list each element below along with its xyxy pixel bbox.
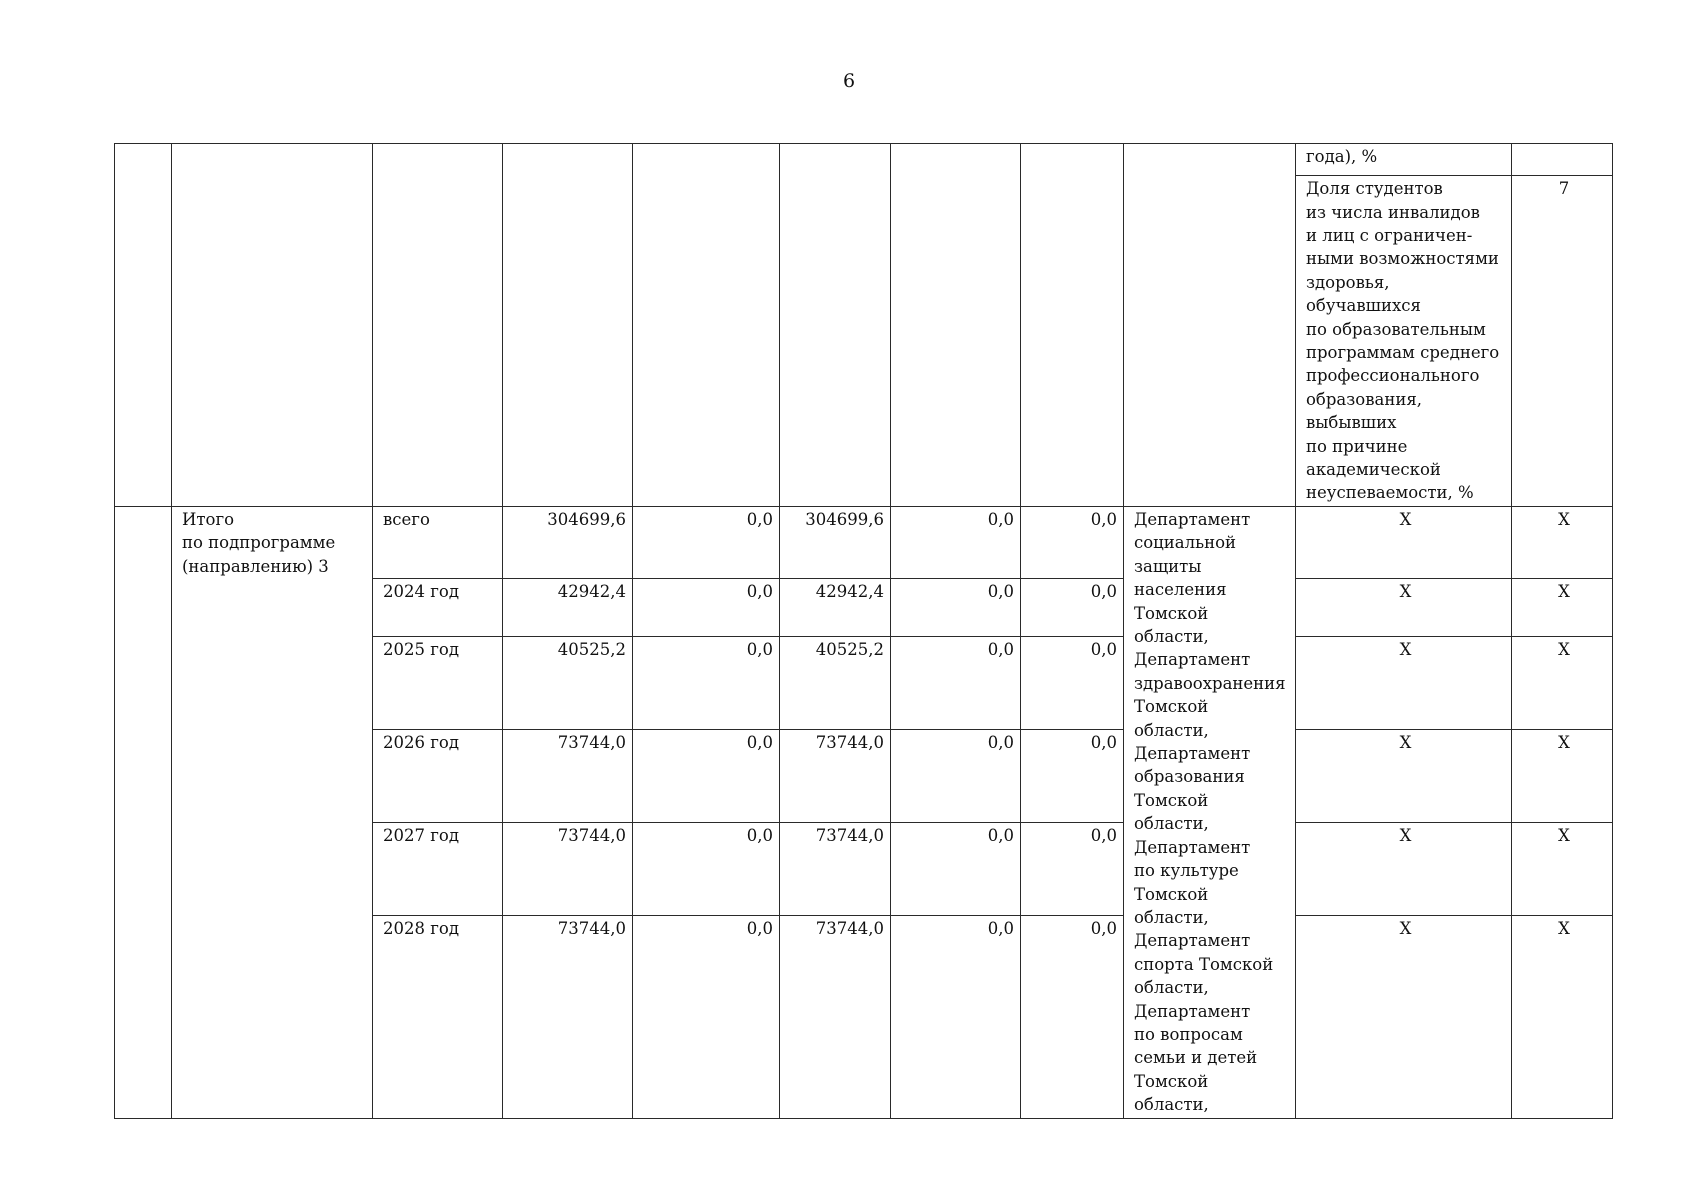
local-amount: 0,0	[891, 507, 1021, 579]
cell-empty	[633, 144, 780, 507]
other-amount: 0,0	[1021, 637, 1124, 730]
total-amount: 73744,0	[503, 823, 633, 916]
indicator-line: года), %	[1306, 147, 1378, 166]
value-mark: X	[1512, 823, 1613, 916]
federal-amount: 0,0	[633, 916, 780, 1119]
executor-line: Департамент	[1134, 650, 1251, 670]
period-label: 2024 год	[373, 579, 503, 637]
continuation-row	[115, 144, 1613, 176]
executor-line: по культуре	[1134, 861, 1239, 881]
other-amount: 0,0	[1021, 916, 1124, 1119]
regional-amount: 42942,4	[780, 579, 891, 637]
value-mark: X	[1512, 916, 1613, 1119]
subtotal-title-cell	[172, 507, 373, 1119]
subtotal-title	[182, 508, 366, 578]
executors-cell	[1124, 507, 1296, 1119]
total-amount: 40525,2	[503, 637, 633, 730]
executor-line: здравоохранения	[1134, 673, 1286, 693]
local-amount: 0,0	[891, 637, 1021, 730]
other-amount: 0,0	[1021, 507, 1124, 579]
other-amount: 0,0	[1021, 730, 1124, 823]
indicator-line: здоровья,	[1306, 272, 1390, 292]
regional-amount: 73744,0	[780, 916, 891, 1119]
period-label: 2027 год	[373, 823, 503, 916]
federal-amount: 0,0	[633, 579, 780, 637]
regional-amount: 73744,0	[780, 730, 891, 823]
regional-amount: 304699,6	[780, 507, 891, 579]
other-amount: 0,0	[1021, 579, 1124, 637]
executor-line: Томской	[1134, 790, 1209, 810]
cell-empty	[891, 144, 1021, 507]
executor-line: Департамент	[1134, 510, 1251, 529]
executor-line: области,	[1134, 978, 1209, 998]
total-amount: 73744,0	[503, 916, 633, 1119]
indicator-line: профессионального	[1306, 366, 1480, 386]
cell-empty	[115, 507, 172, 1119]
executor-line: области,	[1134, 720, 1209, 740]
local-amount: 0,0	[891, 579, 1021, 637]
executor-line: Департамент	[1134, 744, 1251, 764]
indicator-mark: X	[1296, 579, 1512, 637]
executor-line: населения	[1134, 580, 1227, 600]
cell-empty	[172, 144, 373, 507]
page-number: 6	[842, 70, 856, 92]
cell-empty	[1021, 144, 1124, 507]
executor-line: области,	[1134, 907, 1209, 927]
federal-amount: 0,0	[633, 637, 780, 730]
indicator-line: и лиц с ограничен-	[1306, 225, 1473, 245]
indicator-mark: X	[1296, 637, 1512, 730]
local-amount: 0,0	[891, 916, 1021, 1119]
executor-line: семьи и детей	[1134, 1048, 1258, 1068]
indicator-mark: X	[1296, 507, 1512, 579]
indicator-value: 7	[1512, 176, 1613, 507]
program-budget-table	[114, 143, 1613, 1119]
period-label: 2028 год	[373, 916, 503, 1119]
executor-line: области,	[1134, 627, 1209, 647]
executor-line: социальной	[1134, 533, 1237, 553]
indicator-value	[1512, 144, 1613, 176]
indicator-line: выбывших	[1306, 413, 1397, 433]
executor-line: области,	[1134, 814, 1209, 834]
indicator-name	[1306, 145, 1505, 168]
subtotal-title-line: по подпрограмме	[182, 533, 336, 553]
federal-amount: 0,0	[633, 823, 780, 916]
cell-empty	[115, 144, 172, 507]
executor-line: Департамент	[1134, 1001, 1251, 1021]
indicator-line: ными возможностями	[1306, 249, 1499, 269]
cell-empty	[780, 144, 891, 507]
other-amount: 0,0	[1021, 823, 1124, 916]
indicator-name-cell	[1296, 144, 1512, 176]
subtotal-row	[115, 507, 1613, 579]
executor-line: Департамент	[1134, 931, 1251, 951]
period-label: всего	[373, 507, 503, 579]
executor-line: области,	[1134, 1095, 1209, 1115]
subtotal-title-line: (направлению) 3	[182, 556, 329, 576]
indicator-line: неуспеваемости, %	[1306, 483, 1474, 503]
local-amount: 0,0	[891, 730, 1021, 823]
executor-line: Департамент	[1134, 837, 1251, 857]
regional-amount: 40525,2	[780, 637, 891, 730]
cell-empty	[373, 144, 503, 507]
executor-line: Томской	[1134, 884, 1209, 904]
executor-line: Томской	[1134, 697, 1209, 717]
value-mark: X	[1512, 637, 1613, 730]
indicator-line: из числа инвалидов	[1306, 202, 1480, 222]
indicator-mark: X	[1296, 916, 1512, 1119]
indicator-line: Доля студентов	[1306, 179, 1443, 199]
indicator-line: академической	[1306, 459, 1441, 479]
total-amount: 73744,0	[503, 730, 633, 823]
indicator-mark: X	[1296, 823, 1512, 916]
indicator-line: по образовательным	[1306, 319, 1486, 339]
executor-line: защиты	[1134, 556, 1202, 576]
indicator-name-cell	[1296, 176, 1512, 507]
indicator-line: образования,	[1306, 389, 1422, 409]
value-mark: X	[1512, 507, 1613, 579]
value-mark: X	[1512, 730, 1613, 823]
executor-line: спорта Томской	[1134, 954, 1274, 974]
federal-amount: 0,0	[633, 730, 780, 823]
executor-line: образования	[1134, 767, 1245, 787]
value-mark: X	[1512, 579, 1613, 637]
indicator-line: обучавшихся	[1306, 296, 1421, 316]
executors-list	[1134, 508, 1289, 1117]
cell-empty	[1124, 144, 1296, 507]
federal-amount: 0,0	[633, 507, 780, 579]
indicator-name	[1306, 177, 1505, 505]
period-label: 2026 год	[373, 730, 503, 823]
table-body	[115, 144, 1613, 1119]
cell-empty	[503, 144, 633, 507]
period-label: 2025 год	[373, 637, 503, 730]
indicator-line: по причине	[1306, 436, 1408, 456]
local-amount: 0,0	[891, 823, 1021, 916]
total-amount: 304699,6	[503, 507, 633, 579]
executor-line: Томской	[1134, 603, 1209, 623]
subtotal-title-line: Итого	[182, 510, 235, 529]
indicator-line: программам среднего	[1306, 342, 1500, 362]
regional-amount: 73744,0	[780, 823, 891, 916]
total-amount: 42942,4	[503, 579, 633, 637]
executor-line: по вопросам	[1134, 1024, 1243, 1044]
indicator-mark: X	[1296, 730, 1512, 823]
executor-line: Томской	[1134, 1071, 1209, 1091]
